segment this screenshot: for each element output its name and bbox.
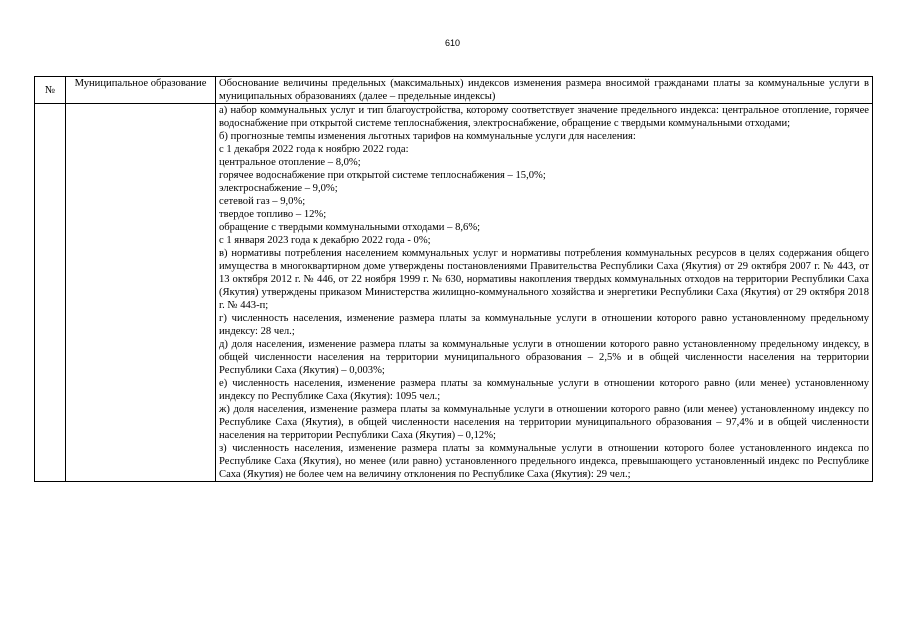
paragraph-z: з) численность населения, изменение размера платы за коммунальные услуги в отношении которого более установленного индекса по Республике Саха (Якутия), но менее (или равно) установленного предельного индекса, превышающего установленный индекс по Республике Саха (Якутия) не более чем на величину отклонения по Республике Саха (Якутия): 29 чел.; (219, 443, 869, 480)
paragraph-period-dec: с 1 декабря 2022 года к ноябрю 2022 года: (219, 144, 409, 155)
paragraph-heating: центральное отопление – 8,0%; (219, 157, 361, 168)
cell-justification (216, 104, 873, 482)
page-number: 610 (444, 38, 461, 48)
paragraph-d: д) доля населения, изменение размера платы за коммунальные услуги в отношении которого равно установленному предельному индексу, в общей численности населения на территории муниципального образования – 2,5% и в общей численности населения на территории Республики Саха (Якутия) – 0,003%; (219, 339, 869, 376)
paragraph-hot-water: горячее водоснабжение при открытой системе теплоснабжения – 15,0%; (219, 170, 546, 181)
paragraph-solid-fuel: твердое топливо – 12%; (219, 209, 327, 220)
table-row (35, 104, 873, 482)
paragraph-period-jan: с 1 января 2023 года к декабрю 2022 года - 0%; (219, 235, 431, 246)
header-justification: Обоснование величины предельных (максимальных) индексов изменения размера вносимой гражданами платы за коммунальные услуги в муниципальных образованиях (далее – предельные индексы) (216, 77, 873, 104)
paragraph-v: в) нормативы потребления населением коммунальных услуг и нормативы потребления коммунальных ресурсов в целях содержания общего имущества в многоквартирном доме утверждены постановлениями Правительства Республики Саха (Якутия) от 29 октября 2007 г. № 443, от 13 октября 2012 г. № 446, от 22 ноября 1999 г. № 630, нормативы накопления твердых коммунальных отходов на территории Республики Саха (Якутия) утверждены приказом Министерства жилищно-коммунального хозяйства и энергетики Республики Саха (Якутия) от 29 октября 2018 г. № 443-п; (219, 248, 869, 311)
header-number: № (35, 77, 66, 104)
paragraph-waste: обращение с твердыми коммунальными отходами – 8,6%; (219, 222, 481, 233)
paragraph-b: б) прогнозные темпы изменения льготных тарифов на коммунальные услуги для населения: (219, 131, 636, 142)
paragraph-a: а) набор коммунальных услуг и тип благоустройства, которому соответствует значение предельного индекса: центральное отопление, горячее водоснабжение при открытой системе теплоснабжения, электроснабжение, обращение с твердыми коммунальными отходами; (219, 105, 869, 129)
cell-municipality (66, 104, 216, 482)
paragraph-gas: сетевой газ – 9,0%; (219, 196, 306, 207)
paragraph-electricity: электроснабжение – 9,0%; (219, 183, 338, 194)
header-municipality: Муниципальное образование (66, 77, 216, 104)
paragraph-e: е) численность населения, изменение размера платы за коммунальные услуги в отношении которого равно (или менее) установленному индексу по Республике Саха (Якутия): 1095 чел.; (219, 378, 869, 402)
table-header-row (35, 77, 873, 104)
justification-table (34, 76, 873, 482)
paragraph-zh: ж) доля населения, изменение размера платы за коммунальные услуги в отношении которого равно (или менее) установленному индексу по Республике Саха (Якутия), в общей численности населения на территории муниципального образования – 97,4% и в общей численности населения на территории Республики Саха (Якутия) – 0,12%; (219, 404, 869, 441)
cell-number (35, 104, 66, 482)
paragraph-g: г) численность населения, изменение размера платы за коммунальные услуги в отношении которого равно установленному предельному индексу: 28 чел.; (219, 313, 869, 337)
